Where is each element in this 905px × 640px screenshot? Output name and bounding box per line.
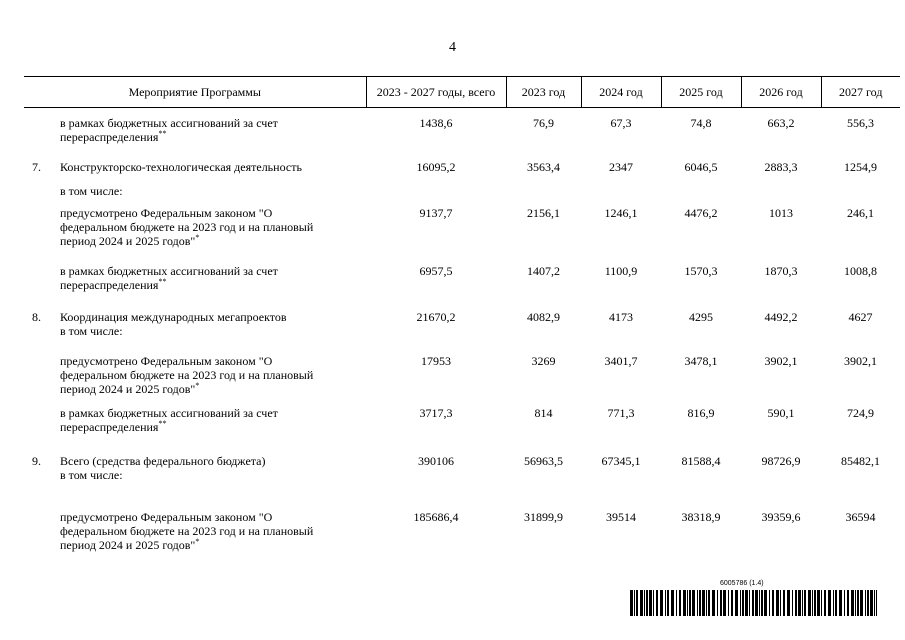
footnote-mark: ** [158,129,167,138]
value-year-2027: 724,9 [847,405,874,420]
barcode-bar [679,590,681,616]
value-year-2024: 39514 [606,509,636,524]
row-label-text: Координация международных мегапроектов [60,309,287,324]
value-year-2026: 1013 [769,205,793,220]
barcode-bar [780,590,781,616]
row-label-cell [24,184,366,202]
barcode-bar [755,590,758,616]
value-year-2025: 1570,3 [684,263,718,278]
header-total: 2023 - 2027 годы, всего [366,77,506,108]
barcode-bar [749,590,750,616]
barcode-bar [687,590,688,616]
row-number [32,184,60,198]
barcode-bar [870,590,873,616]
page-number: 4 [449,40,456,55]
barcode-bar [814,590,816,616]
barcode-bar [665,590,666,616]
row-label-cell [24,404,366,448]
value-total: 21670,2 [416,309,456,324]
value-year-2024: 67,3 [610,116,632,130]
table-row [24,502,900,552]
barcode-bar [646,590,648,616]
barcode-bar [795,590,797,616]
value-year-2025: 74,8 [690,116,712,130]
row-label-text: Всего (средства федерального бюджета) [60,453,266,468]
barcode-bar [828,590,831,616]
value-year-2024: 1246,1 [604,205,638,220]
barcode-bar [857,590,859,616]
table-row [24,448,900,468]
barcode-bar [667,590,669,616]
value-year-2023: 814 [534,405,553,420]
barcode-bar [636,590,638,616]
barcode-bar [752,590,754,616]
footnote-mark: * [195,380,200,390]
row-number: 7. [32,159,41,174]
barcode-bar [699,590,701,616]
row-label [60,116,332,144]
barcode-bar [717,590,718,616]
barcode-bar [847,590,849,616]
value-year-2026 [741,184,821,202]
value-year-2025: 4476,2 [684,205,718,220]
row-number [32,116,60,144]
row-label-cell [24,202,366,262]
value-year-2026 [741,324,821,346]
table-row [24,108,900,154]
row-label-text: предусмотрено Федеральным законом "О федеральном бюджете на 2023 год и на плановый период 2024 и 2025 годов" [60,205,314,248]
table-row [24,346,900,404]
value-year-2024 [581,184,661,202]
barcode-bar [702,590,705,616]
barcode-bar [776,590,779,616]
row-label [60,184,332,198]
barcode-bar [671,590,674,616]
barcode-bar [697,590,698,616]
value-year-2024: 2347 [609,159,633,174]
value-year-2024: 3401,7 [604,353,638,368]
barcode-bar [759,590,760,616]
value-total: 390106 [418,453,454,468]
value-year-2026: 590,1 [767,405,795,420]
barcode-bar [769,590,770,616]
value-year-2025: 38318,9 [681,509,721,524]
barcode-bar [689,590,691,616]
value-year-2024 [581,468,661,502]
row-number [32,406,60,434]
barcode-bar [867,590,869,616]
table-row [24,154,900,184]
value-year-2023: 31899,9 [524,509,563,524]
barcode-bar [731,590,733,616]
barcode-bar [783,590,785,616]
barcode-bar [706,590,707,616]
value-year-2027: 85482,1 [841,453,880,468]
value-year-2027 [821,324,900,346]
value-year-2025: 81588,4 [681,453,721,468]
barcode-bar [817,590,820,616]
table-row [24,202,900,262]
row-label-cell [24,346,366,404]
value-year-2027: 4627 [848,309,873,324]
row-label [60,510,332,552]
value-year-2025 [661,184,741,202]
barcode-bar [640,590,643,616]
header-2027: 2027 год [821,77,900,108]
row-number [32,354,60,396]
value-year-2027: 246,1 [847,205,874,220]
footnote-mark: ** [158,418,167,428]
value-year-2023 [506,468,581,502]
barcode-bar [720,590,722,616]
row-number [32,206,60,248]
row-label-text: в том числе: [60,183,123,198]
barcode-bar [644,590,645,616]
value-total: 9137,7 [419,205,453,220]
row-label-cell [24,108,366,154]
barcode-bar [876,590,877,616]
barcode-bar [812,590,813,616]
row-number [32,510,60,552]
value-year-2023: 2156,1 [527,205,560,220]
barcode-bar [787,590,790,616]
barcode-bar [865,590,866,616]
row-label-cell [24,502,366,552]
value-year-2027 [821,184,900,202]
row-label-cell [24,324,366,346]
value-year-2023: 1407,2 [527,263,560,278]
barcode-bar [634,590,635,616]
row-label-text: в том числе: [60,323,123,338]
value-year-2025 [661,468,741,502]
barcode-bar [649,590,652,616]
row-label [60,468,332,482]
barcode-bar [855,590,856,616]
value-year-2023 [506,184,581,202]
row-label-cell [24,154,366,184]
row-label-text: в том числе: [60,467,123,482]
value-year-2023: 3269 [531,353,556,368]
row-label [60,406,332,434]
row-label-cell [24,306,366,324]
barcode-bar [824,590,826,616]
row-label-text: в рамках бюджетных ассигнований за счет перераспределения [60,116,278,144]
value-year-2024: 771,3 [607,405,635,420]
barcode-bar [712,590,715,616]
value-year-2024: 67345,1 [601,453,641,468]
footnote-mark: * [195,232,200,242]
value-year-2023: 56963,5 [524,453,563,468]
row-label [60,206,332,248]
footnote-mark: * [195,536,200,546]
row-label [60,324,332,338]
row-number [32,324,60,338]
barcode-bar [742,590,744,616]
value-year-2026: 3902,1 [764,353,798,368]
value-year-2023 [506,324,581,346]
barcode-bar [708,590,710,616]
value-year-2027: 1254,9 [844,159,877,174]
barcode-bar [692,590,695,616]
barcode-bar [860,590,863,616]
value-year-2026: 663,2 [767,116,795,130]
barcode-bar [844,590,845,616]
barcode-bar [761,590,763,616]
value-year-2027: 1008,8 [844,263,877,278]
table-row [24,306,900,324]
barcode-bar [798,590,801,616]
barcode-bar [792,590,793,616]
row-label [60,310,332,324]
value-year-2027: 556,3 [847,116,874,130]
row-number [32,264,60,292]
value-year-2025: 6046,5 [684,159,718,174]
value-year-2027: 3902,1 [844,353,877,368]
barcode-bar [835,590,837,616]
barcode-bar [676,590,677,616]
barcode-bar [735,590,738,616]
value-year-2025: 816,9 [687,405,715,420]
barcode-bar [833,590,834,616]
barcode-bar [802,590,803,616]
barcode-bar [660,590,663,616]
row-label [60,354,332,396]
barcode-bar [728,590,729,616]
value-year-2024: 1100,9 [604,263,638,278]
table-row [24,262,900,306]
value-year-2024: 4173 [609,309,633,324]
value-year-2026: 98726,9 [761,453,801,468]
header-2026: 2026 год [741,77,821,108]
barcode-bar [839,590,842,616]
value-year-2026 [741,468,821,502]
barcode-bar [804,590,806,616]
header-2023: 2023 год [506,77,581,108]
footnote-mark: ** [158,276,167,286]
header-2025: 2025 год [661,77,741,108]
value-year-2026: 4492,2 [764,309,798,324]
row-label-text: в рамках бюджетных ассигнований за счет перераспределения [60,405,278,434]
value-year-2025: 3478,1 [684,353,718,368]
value-year-2026: 1870,3 [764,263,798,278]
value-year-2026: 39359,6 [761,509,801,524]
row-label-cell [24,468,366,502]
barcode [630,590,877,616]
row-label [60,160,332,174]
header-2024: 2024 год [581,77,661,108]
barcode-bar [874,590,875,616]
value-total: 17953 [421,353,451,368]
row-label-text: предусмотрено Федеральным законом "О федеральном бюджете на 2023 год и на плановый период 2024 и 2025 годов" [60,353,314,396]
table-row [24,184,900,202]
header-row [24,77,900,108]
value-year-2024 [581,324,661,346]
barcode-bar [772,590,774,616]
row-label-cell [24,262,366,306]
value-year-2023: 4082,9 [527,309,560,324]
row-number: 9. [32,453,41,468]
value-total [366,468,506,502]
table-row [24,468,900,502]
value-total: 16095,2 [416,159,456,174]
barcode-bar [821,590,822,616]
barcode-number: 6005786 (1.4) [720,580,764,587]
value-year-2023: 76,9 [533,116,554,130]
barcode-bar [851,590,854,616]
barcode-bar [683,590,686,616]
value-year-2025 [661,324,741,346]
value-total: 3717,3 [419,405,453,420]
row-label [60,264,332,292]
value-total: 6957,5 [419,263,453,278]
value-total [366,184,506,202]
barcode-bar [745,590,748,616]
barcode-bar [630,590,633,616]
table-row [24,404,900,448]
barcode-bar [723,590,726,616]
row-label [60,454,332,468]
value-total [366,324,506,346]
value-total: 185686,4 [413,509,459,524]
row-label-text: предусмотрено Федеральным законом "О федеральном бюджете на 2023 год и на плановый период 2024 и 2025 годов" [60,509,314,552]
barcode-bar [740,590,741,616]
value-year-2026: 2883,3 [764,159,798,174]
row-number: 8. [32,309,41,324]
row-number [32,468,60,482]
header-activity: Мероприятие Программы [24,77,366,108]
value-year-2027 [821,468,900,502]
value-year-2025: 4295 [689,309,713,324]
barcode-bar [656,590,658,616]
budget-table [24,76,900,552]
value-total: 1438,6 [419,116,453,130]
value-year-2027: 36594 [845,509,876,524]
row-label-cell [24,448,366,468]
value-year-2023: 3563,4 [527,159,560,174]
barcode-bar [808,590,811,616]
row-label-text: Конструкторско-технологическая деятельность [60,159,302,174]
row-label-text: в рамках бюджетных ассигнований за счет перераспределения [60,263,278,292]
table-row [24,324,900,346]
barcode-bar [653,590,654,616]
barcode-bar [764,590,767,616]
